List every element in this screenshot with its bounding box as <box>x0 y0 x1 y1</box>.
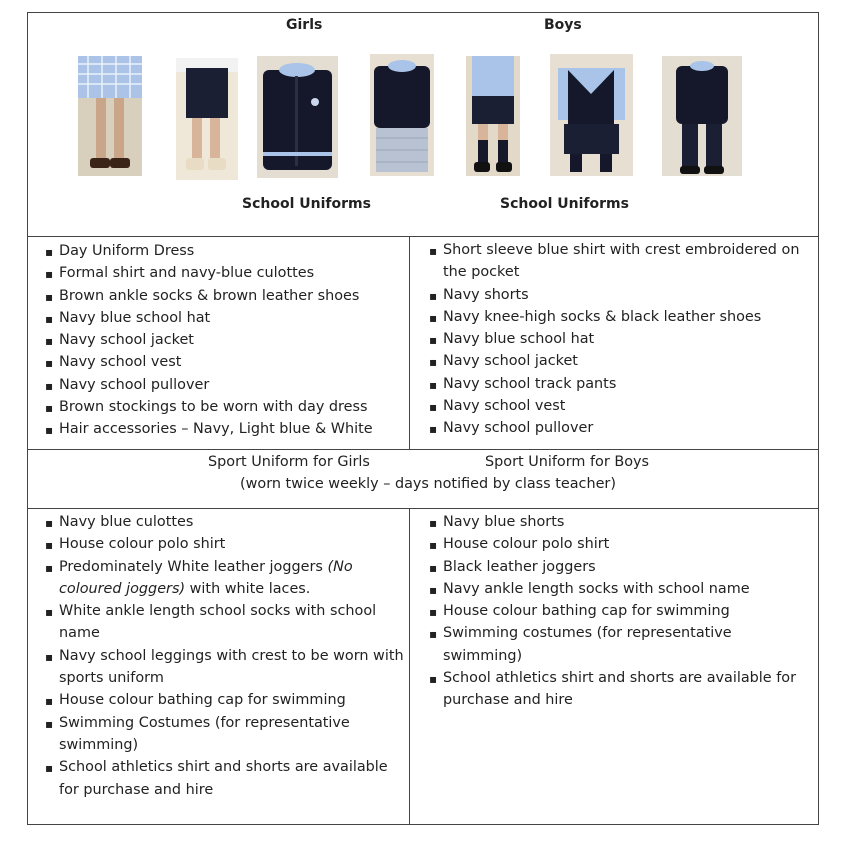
list-item: ▪ Black leather joggers <box>412 556 814 578</box>
bullet-icon: ▪ <box>45 423 54 438</box>
list-item: ▪ Navy ankle length socks with school name <box>412 578 814 600</box>
bullet-icon: ▪ <box>45 694 54 709</box>
sport-note: (worn twice weekly – days notified by class teacher) <box>240 476 616 492</box>
boys-sport-uniform-list <box>412 511 814 712</box>
bullet-icon: ▪ <box>429 560 438 575</box>
sport-boys-title: Sport Uniform for Boys <box>485 454 650 470</box>
girls-school-uniform-list <box>28 240 408 441</box>
bullet-icon: ▪ <box>45 649 54 664</box>
bullet-icon: ▪ <box>429 355 438 370</box>
list-item: ▪ House colour polo shirt <box>412 533 814 555</box>
list-item: ▪ Navy knee-high socks & black leather shoes <box>412 306 814 328</box>
list-item: ▪ Navy blue school hat <box>28 307 408 329</box>
bullet-icon: ▪ <box>45 605 54 620</box>
boys-caption: School Uniforms <box>500 196 629 212</box>
list-item: ▪ Formal shirt and navy-blue culottes <box>28 262 408 284</box>
girls-caption: School Uniforms <box>242 196 371 212</box>
list-item: ▪ Swimming costumes (for representative swimming) <box>429 625 732 664</box>
list-item: ▪ Navy school jacket <box>28 329 408 351</box>
list-item: ▪ Brown ankle socks & brown leather shoes <box>28 285 408 307</box>
bullet-icon: ▪ <box>45 761 54 776</box>
bullet-icon: ▪ <box>429 288 438 303</box>
list-item: ▪ Navy blue culottes <box>28 511 410 533</box>
row-divider <box>27 236 819 237</box>
list-item: ▪ Navy school pullover <box>28 374 408 396</box>
sport-girls-title: Sport Uniform for Girls <box>208 454 370 470</box>
list-item: ▪ Navy school jacket <box>412 350 814 372</box>
bullet-icon: ▪ <box>429 582 438 597</box>
bullet-icon: ▪ <box>429 605 438 620</box>
bullet-icon: ▪ <box>429 538 438 553</box>
list-item: ▪ School athletics shirt and shorts are available for purchase and hire <box>429 670 797 709</box>
list-item: ▪ Brown stockings to be worn with day dress <box>28 396 408 418</box>
bullet-icon: ▪ <box>429 422 438 437</box>
bullet-icon: ▪ <box>45 245 54 259</box>
list-item: ▪ Predominately White leather joggers (No coloured joggers) with white laces. <box>45 558 353 597</box>
bullet-icon: ▪ <box>45 401 54 416</box>
list-item: ▪ Navy school vest <box>28 351 408 373</box>
girls-pullover-photo <box>370 54 434 176</box>
list-item: ▪ Day Uniform Dress <box>28 240 408 262</box>
row-divider <box>27 508 819 509</box>
girls-jacket-photo <box>257 56 338 178</box>
girls-culottes-photo <box>176 58 238 180</box>
bullet-icon: ▪ <box>45 538 54 553</box>
bullet-icon: ▪ <box>429 627 438 642</box>
bullet-icon: ▪ <box>429 310 438 325</box>
column-divider <box>409 236 410 449</box>
bullet-icon: ▪ <box>45 716 54 731</box>
boys-vest-photo <box>550 54 633 176</box>
boys-heading: Boys <box>544 17 582 33</box>
bullet-icon: ▪ <box>429 333 438 348</box>
list-item: ▪ House colour bathing cap for swimming <box>28 689 410 711</box>
list-item: ▪ Hair accessories – Navy, Light blue & White <box>28 418 408 440</box>
bullet-icon: ▪ <box>429 672 438 687</box>
bullet-icon: ▪ <box>429 377 438 392</box>
bullet-icon: ▪ <box>429 400 438 415</box>
girls-sport-uniform-list <box>28 511 410 801</box>
boys-shorts-photo <box>466 56 520 176</box>
bullet-icon: ▪ <box>429 516 438 530</box>
bullet-icon: ▪ <box>45 356 54 371</box>
bullet-icon: ▪ <box>45 378 54 393</box>
list-item: ▪ Navy school pullover <box>412 417 814 439</box>
list-item: ▪ House colour bathing cap for swimming <box>412 600 814 622</box>
list-item: ▪ Short sleeve blue shirt with crest embroidered on the pocket <box>429 242 800 281</box>
list-item: ▪ Navy shorts <box>412 284 814 306</box>
list-item: ▪ Navy blue shorts <box>412 511 814 533</box>
list-item: ▪ House colour polo shirt <box>28 533 410 555</box>
list-item: ▪ Navy school vest <box>412 395 814 417</box>
list-item: ▪ School athletics shirt and shorts are available for purchase and hire <box>45 759 388 798</box>
bullet-icon: ▪ <box>45 560 54 575</box>
boys-school-uniform-list <box>412 239 814 440</box>
bullet-icon: ▪ <box>45 267 54 282</box>
list-item: ▪ White ankle length school socks with school name <box>45 603 377 642</box>
bullet-icon: ▪ <box>429 244 438 258</box>
list-item: ▪ Swimming Costumes (for representative swimming) <box>45 714 350 753</box>
bullet-icon: ▪ <box>45 334 54 349</box>
girls-heading: Girls <box>286 17 323 33</box>
bullet-icon: ▪ <box>45 289 54 304</box>
bullet-icon: ▪ <box>45 516 54 530</box>
list-item: ▪ Navy blue school hat <box>412 328 814 350</box>
girls-dress-shoes-photo <box>78 56 142 176</box>
boys-jacket-photo <box>662 56 742 176</box>
row-divider <box>27 449 819 450</box>
bullet-icon: ▪ <box>45 311 54 326</box>
list-item: ▪ Navy school leggings with crest to be worn with sports uniform <box>45 647 404 687</box>
list-item: ▪ Navy school track pants <box>412 373 814 395</box>
